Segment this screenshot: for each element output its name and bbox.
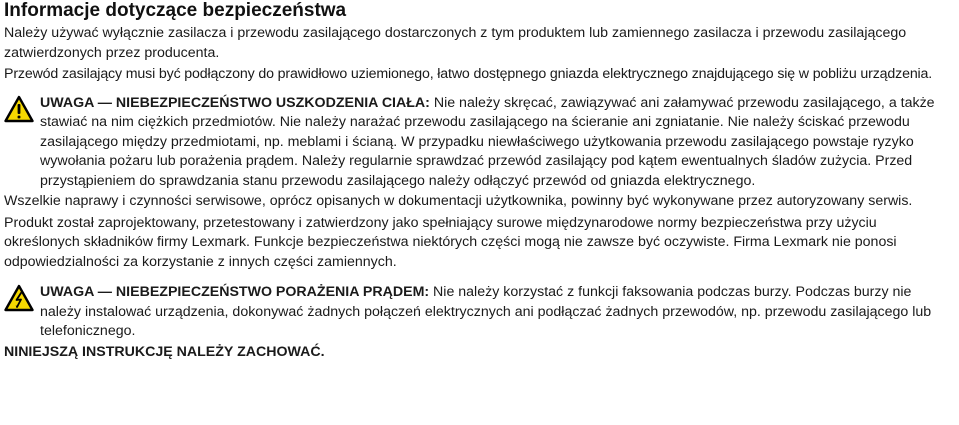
paragraph-service: Wszelkie naprawy i czynności serwisowe, oprócz opisanych w dokumentacji użytkownika, powinny być wykonywane przez autoryzowany serwis. bbox=[4, 193, 913, 209]
warning-shock-block bbox=[4, 283, 955, 342]
warning-shock-text: Nie należy korzystać z funkcji faksowania podczas burzy. Podczas burzy nie należy instalować urządzenia, dokonywać żadnych połączeń elektrycznych ani podłączać żadnych przewodów, np. przewodu zasilającego lub telefonicznego. bbox=[40, 284, 932, 339]
warning-injury-text: Nie należy skręcać, zawiązywać ani załamywać przewodu zasilającego, a także stawiać na nim ciężkich przedmiotów. Nie należy narażać przewodu zasilającego na ścieranie ani zgniatanie. Nie należy ściskać przewodu zasilającego między przedmiotami, np. meblami i ścianą. W przypadku niewłaściwego użytkowania przewodu zasilającego powstaje ryzyko wywołania pożaru lub porażenia prądem. Należy regularnie sprawdzać przewód zasilający pod kątem ewentualnych śladów zużycia. Przed przystąpieniem do sprawdzania stanu przewodu zasilającego należy odłączyć przewód od gniazda elektrycznego. bbox=[40, 94, 935, 189]
paragraph-lexmark-parts: Produkt został zaprojektowany, przetestowany i zatwierdzony jako spełniający surowe międzynarodowe normy bezpieczeństwa przy użyciu określonych składników firmy Lexmark. Funkcje bezpieczeństwa niektórych części mogą nie zawsze być oczywiste. Firma Lexmark nie ponosi odpowiedzialności za korzystanie z innych części zamiennych. bbox=[4, 214, 897, 270]
page-title: Informacje dotyczące bezpieczeństwa bbox=[4, 0, 347, 21]
warning-injury-label: UWAGA — NIEBEZPIECZEŃSTWO USZKODZENIA CIAŁA: bbox=[40, 94, 430, 111]
warning-injury-block bbox=[4, 94, 955, 192]
electric-shock-warning-icon bbox=[4, 284, 34, 312]
paragraph-power-supply: Należy używać wyłącznie zasilacza i przewodu zasilającego dostarczonych z tym produktem lub zamiennego zasilacza i przewodu zasilającego zatwierdzonych przez producenta. bbox=[4, 25, 907, 61]
warning-triangle-icon bbox=[4, 95, 34, 123]
save-instructions-notice: NINIEJSZĄ INSTRUKCJĘ NALEŻY ZACHOWAĆ. bbox=[4, 343, 325, 360]
warning-shock-label: UWAGA — NIEBEZPIECZEŃSTWO PORAŻENIA PRĄDEM: bbox=[40, 284, 430, 300]
paragraph-grounded-outlet: Przewód zasilający musi być podłączony do prawidłowo uziemionego, łatwo dostępnego gniazda elektrycznego znajdującego się w pobliżu urządzenia. bbox=[4, 66, 933, 82]
